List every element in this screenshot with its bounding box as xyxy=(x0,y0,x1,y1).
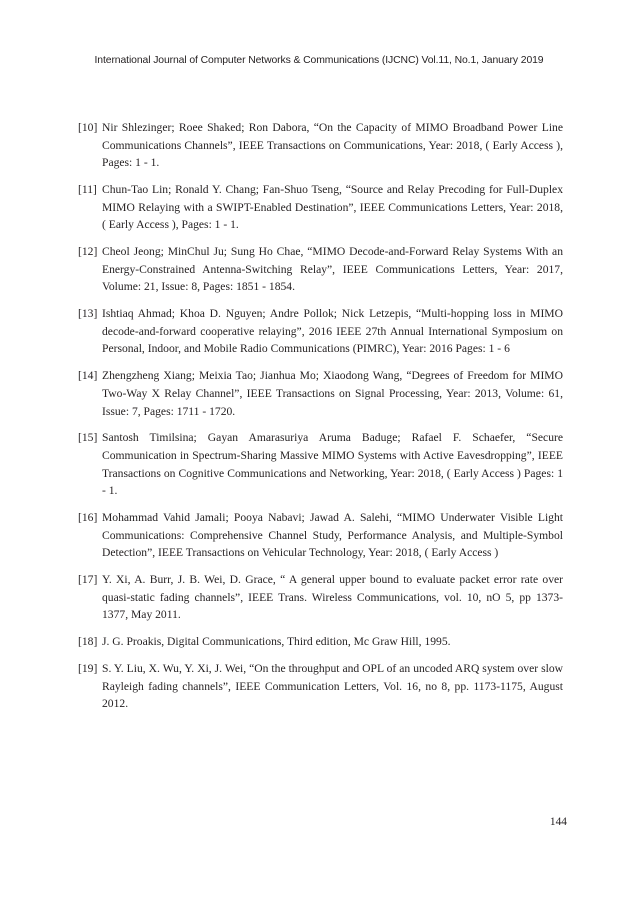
reference-text: J. G. Proakis, Digital Communications, Third edition, Mc Graw Hill, 1995. xyxy=(102,635,451,649)
reference-item xyxy=(78,633,563,651)
reference-text: S. Y. Liu, X. Wu, Y. Xi, J. Wei, “On the throughput and OPL of an uncoded ARQ system over slow Rayleigh fading channels”, IEEE Communication Letters, Vol. 16, no 8, pp. 1173-1175, August 2012. xyxy=(102,662,563,711)
reference-number: [17] xyxy=(78,573,98,587)
reference-item xyxy=(78,429,563,499)
reference-item xyxy=(78,243,563,296)
reference-text: Zhengzheng Xiang; Meixia Tao; Jianhua Mo; Xiaodong Wang, “Degrees of Freedom for MIMO Two-Way X Relay Channel”, IEEE Transactions on Signal Processing, Year: 2013, Volume: 61, Issue: 7, Pages: 1711 - 1720. xyxy=(102,369,563,418)
reference-item xyxy=(78,367,563,420)
reference-item xyxy=(78,305,563,358)
reference-item xyxy=(78,509,563,562)
reference-number: [10] xyxy=(78,121,98,134)
reference-item xyxy=(78,181,563,234)
reference-list xyxy=(78,119,563,722)
reference-text: Chun-Tao Lin; Ronald Y. Chang; Fan-Shuo Tseng, “Source and Relay Precoding for Full-Duplex MIMO Relaying with a SWIPT-Enabled Destination”, IEEE Communications Letters, Year: 2018, ( Early Access ), Pages: 1 - 1. xyxy=(102,183,563,232)
reference-text: Mohammad Vahid Jamali; Pooya Nabavi; Jawad A. Salehi, “MIMO Underwater Visible Light Communications: Comprehensive Channel Study, Performance Analysis, and Multiple-Symbol Detection”, IEEE Transactions on Vehicular Technology, Year: 2018, ( Early Access ) xyxy=(102,511,563,560)
reference-number: [18] xyxy=(78,635,98,649)
page-number: 144 xyxy=(549,816,567,828)
reference-number: [13] xyxy=(78,307,98,321)
reference-text: Santosh Timilsina; Gayan Amarasuriya Aruma Baduge; Rafael F. Schaefer, “Secure Communication in Spectrum-Sharing Massive MIMO Systems with Active Eavesdropping”, IEEE Transactions on Cognitive Communications and Networking, Year: 2018, ( Early Access ) Pages: 1 - 1. xyxy=(102,431,563,498)
reference-text: Ishtiaq Ahmad; Khoa D. Nguyen; Andre Pollok; Nick Letzepis, “Multi-hopping loss in MIMO decode-and-forward cooperative relaying”, 2016 IEEE 27th Annual International Symposium on Personal, Indoor, and Mobile Radio Communications (PIMRC), Year: 2016 Pages: 1 - 6 xyxy=(102,307,563,356)
reference-text: Cheol Jeong; MinChul Ju; Sung Ho Chae, “MIMO Decode-and-Forward Relay Systems With an Energy-Constrained Antenna-Switching Relay”, IEEE Communications Letters, Year: 2017, Volume: 21, Issue: 8, Pages: 1851 - 1854. xyxy=(102,245,563,294)
running-header: International Journal of Computer Networks & Communications (IJCNC) Vol.11, No.1, January 2019 xyxy=(94,55,544,66)
reference-number: [11] xyxy=(78,183,97,197)
reference-text: Nir Shlezinger; Roee Shaked; Ron Dabora, “On the Capacity of MIMO Broadband Power Line Communications Channels”, IEEE Transactions on Communications, Year: 2018, ( Early Access ), Pages: 1 - 1. xyxy=(102,121,563,170)
reference-number: [15] xyxy=(78,431,98,445)
reference-number: [16] xyxy=(78,511,98,525)
reference-number: [19] xyxy=(78,662,98,676)
reference-number: [12] xyxy=(78,245,98,259)
reference-item xyxy=(78,660,563,713)
reference-item xyxy=(78,119,563,172)
reference-item xyxy=(78,571,563,624)
reference-number: [14] xyxy=(78,369,98,383)
reference-text: Y. Xi, A. Burr, J. B. Wei, D. Grace, “ A general upper bound to evaluate packet error rate over quasi-static fading channels”, IEEE Trans. Wireless Communications, vol. 10, nO 5, pp 1373-1377, May 2011. xyxy=(102,573,563,622)
